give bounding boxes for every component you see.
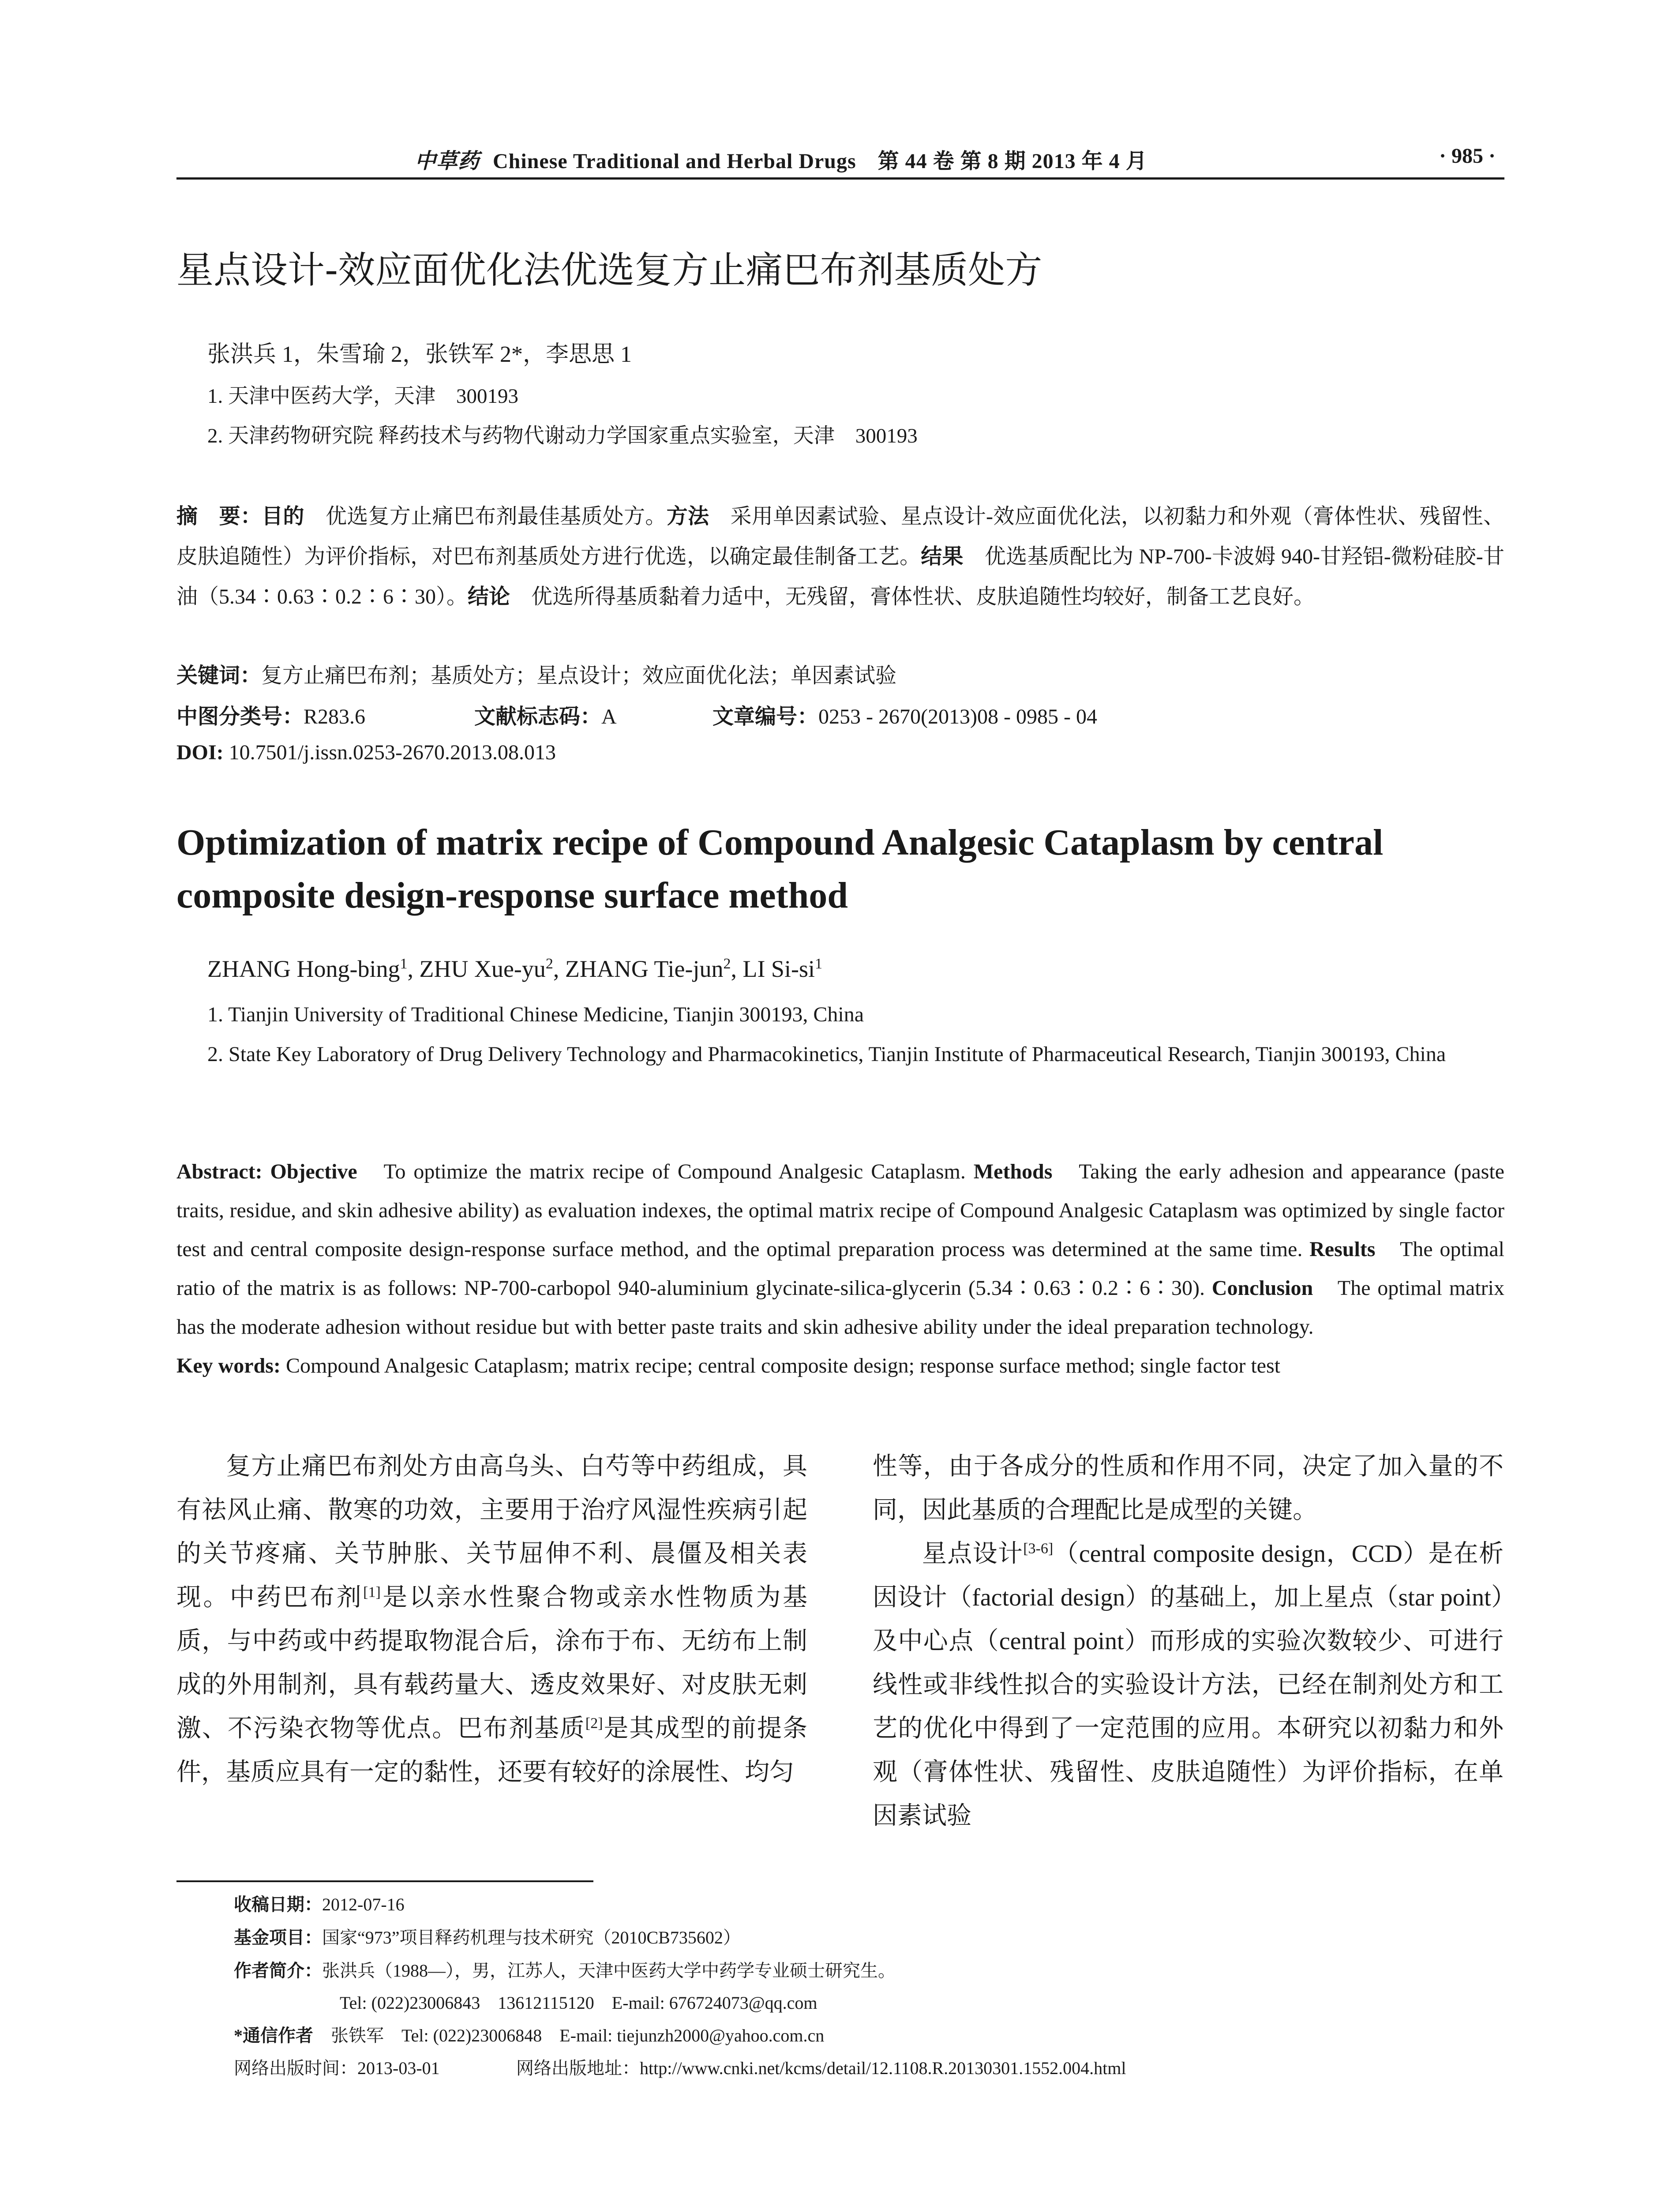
body-text: 星点设计 [922, 1540, 1024, 1568]
footnote-fund: 基金项目：国家“973”项目释药机理与技术研究（2010CB735602） [234, 1928, 741, 1947]
cn-abstract [176, 496, 1504, 617]
en-conclusion-text: The optimal matrix has the moderate adhesion without residue but with better paste traits and skin adhesive ability under the ideal preparation technology. [176, 1276, 1504, 1339]
cn-affiliation-2: 2. 天津药物研究院 释药技术与药物代谢动力学国家重点实验室，天津 300193 [207, 424, 918, 447]
journal-cn-name: 中草药 [415, 150, 480, 173]
en-authors: ZHANG Hong-bing$^1$, ZHU Xue-$yu^2$, ZHANG Tie-jun$^2$, LI $Si-si^1$ [207, 956, 822, 982]
header-rule [176, 177, 1504, 180]
citation: [2] [585, 1715, 603, 1732]
article-number-value: 0253 - 2670(2013)08 - 0985 - 04 [818, 705, 1097, 728]
en-affiliation-2: 2. State Key Laboratory of Drug Delivery Technology and Pharmacokinetics, Tianjin Institute of Pharmaceutical Research, Tianjin 300193, China [207, 1043, 1446, 1066]
doi-value: 10.7501/j.issn.0253-2670.2013.08.013 [229, 741, 556, 764]
en-abstract [176, 1152, 1504, 1385]
doc-code-label: 文献标志码： [474, 705, 602, 728]
cn-keywords-text: 复方止痛巴布剂；基质处方；星点设计；效应面优化法；单因素试验 [261, 664, 897, 687]
cn-classification-line [176, 699, 365, 730]
article-number-label: 文章编号： [712, 705, 819, 728]
footnote-author-contact: Tel: (022)23006843 13612115120 E-mail: 676724073@qq.com [340, 1993, 818, 2013]
body-text: 是其成型的前提条件，基质应具有一定的黏性，还要有较好的涂展性、均匀 [176, 1715, 808, 1786]
cn-objective-label: 目的 [262, 505, 304, 528]
doc-code [474, 699, 617, 730]
journal-issue: Chinese Traditional and Herbal Drugs 第 44 卷 第 8 期 2013 年 4 月 [493, 150, 1148, 173]
body-text: 是以亲水性聚合物或亲水性物质为基质，与中药或中药提取物混合后，涂布于布、无纺布上制成的外用制剂，具有载药量大、透皮效果好、对皮肤无刺激、不污染衣物等优点。巴布剂基质 [176, 1584, 808, 1742]
en-results-text: The optimal ratio of the matrix is as follows: NP-700-carbopol 940-aluminium glycinate-silica-glycerin (5.34∶0.63∶0.2∶6∶30). [176, 1238, 1504, 1300]
footnote-online-url: 网络出版地址：http://www.cnki.net/kcms/detail/12.1108.R.20130301.1552.004.html [516, 2058, 1126, 2078]
cn-conclusion-text: 优选所得基质黏着力适中，无残留，膏体性状、皮肤追随性均较好，制备工艺良好。 [510, 585, 1315, 608]
en-methods-text: Taking the early adhesion and appearance (paste traits, residue, and skin adhesive ability) as evaluation indexes, the optimal matrix recipe of Compound Analgesic Cataplasm was optimized by single factor test and central composite design-response surface method, and the optimal preparation process was determined at the same time. [176, 1160, 1504, 1261]
footnote-received: 收稿日期：2012-07-16 [234, 1895, 405, 1914]
body-text: （central composite design，CCD）是在析因设计（factorial design）的基础上，加上星点（star point）及中心点（central point）而形成的实验次数较少、可进行线性或非线性拟合的实验设计方法，已经在制剂处方和工艺的优化中得到了一定范围的应用。本研究以初黏力和外观（膏体性状、残留性、皮肤追随性）为评价指标，在单因素试验 [873, 1540, 1504, 1830]
cn-keywords-label: 关键词： [176, 664, 262, 687]
cn-methods-text: 采用单因素试验、星点设计-效应面优化法，以初黏力和外观（膏体性状、残留性、皮肤追随性）为评价指标，对巴布剂基质处方进行优选，以确定最佳制备工艺。 [176, 505, 1504, 568]
en-title: Optimization of matrix recipe of Compound Analgesic Cataplasm by central composite design-response surface method [176, 822, 1384, 916]
en-conclusion-label: Conclusion [1211, 1276, 1313, 1300]
en-abstract-label: Abstract: Objective [176, 1160, 357, 1183]
cn-results-label: 结果 [921, 545, 964, 568]
page-number: · 985 · [1439, 144, 1496, 168]
cn-results-text: 优选基质配比为 NP-700-卡波姆 940-甘羟铝-微粉硅胶-甘油（5.34∶0.63∶0.2∶6∶30）。 [176, 545, 1504, 608]
cn-authors: 张洪兵 1，朱雪瑜 2，张铁军 2*，李思思 1 [207, 342, 632, 367]
en-results-label: Results [1309, 1238, 1376, 1261]
cn-abstract-label: 摘 要： [176, 505, 262, 528]
body-paragraph: 性等，由于各成分的性质和作用不同，决定了加入量的不同，因此基质的合理配比是成型的关键。 [873, 1453, 1504, 1524]
en-affiliation-1: 1. Tianjin University of Traditional Chinese Medicine, Tianjin 300193, China [207, 1003, 864, 1026]
article-number [712, 699, 1097, 730]
doc-code-value: A [601, 705, 617, 728]
footnote-author: 作者简介：张洪兵（1988—），男，江苏人，天津中医药大学中药学专业硕士研究生。 [234, 1961, 896, 1981]
cn-title: 星点设计-效应面优化法优选复方止痛巴布剂基质处方 [176, 248, 1042, 292]
cn-methods-label: 方法 [666, 505, 709, 528]
footnote-rule [176, 1880, 593, 1882]
body-right-column [873, 1445, 1504, 1838]
doi-line [176, 740, 556, 765]
doi-label: DOI: [176, 741, 224, 764]
en-keywords-text: Compound Analgesic Cataplasm; matrix recipe; central composite design; response surface method; single factor test [280, 1354, 1280, 1377]
cn-keywords [176, 658, 896, 689]
citation: [1] [363, 1584, 381, 1601]
running-header [176, 141, 1504, 176]
clc-value: R283.6 [304, 705, 366, 728]
footnote-corresponding: *通信作者 张铁军 Tel: (022)23006848 E-mail: tiejunzh2000@yahoo.com.cn [234, 2026, 825, 2045]
en-methods-label: Methods [973, 1160, 1053, 1183]
en-objective-text: To optimize the matrix recipe of Compound Analgesic Cataplasm. [357, 1160, 974, 1183]
footnote-online-time: 网络出版时间：2013-03-01 [234, 2058, 440, 2078]
cn-affiliation-1: 1. 天津中医药大学，天津 300193 [207, 385, 518, 408]
en-keywords-label: Key words: [176, 1354, 281, 1377]
citation: [3-6] [1023, 1540, 1054, 1557]
clc-label: 中图分类号： [176, 705, 304, 728]
cn-conclusion-label: 结论 [468, 585, 510, 608]
journal-line [415, 144, 1148, 174]
cn-objective-text: 优选复方止痛巴布剂最佳基质处方。 [304, 505, 667, 528]
body-left-column [176, 1445, 807, 1794]
body-text: 复方止痛巴布剂处方由高乌头、白芍等中药组成，具有祛风止痛、散寒的功效，主要用于治疗风湿性疾病引起的关节疼痛、关节肿胀、关节屈伸不利、晨僵及相关表现。中药巴布剂 [176, 1453, 807, 1611]
